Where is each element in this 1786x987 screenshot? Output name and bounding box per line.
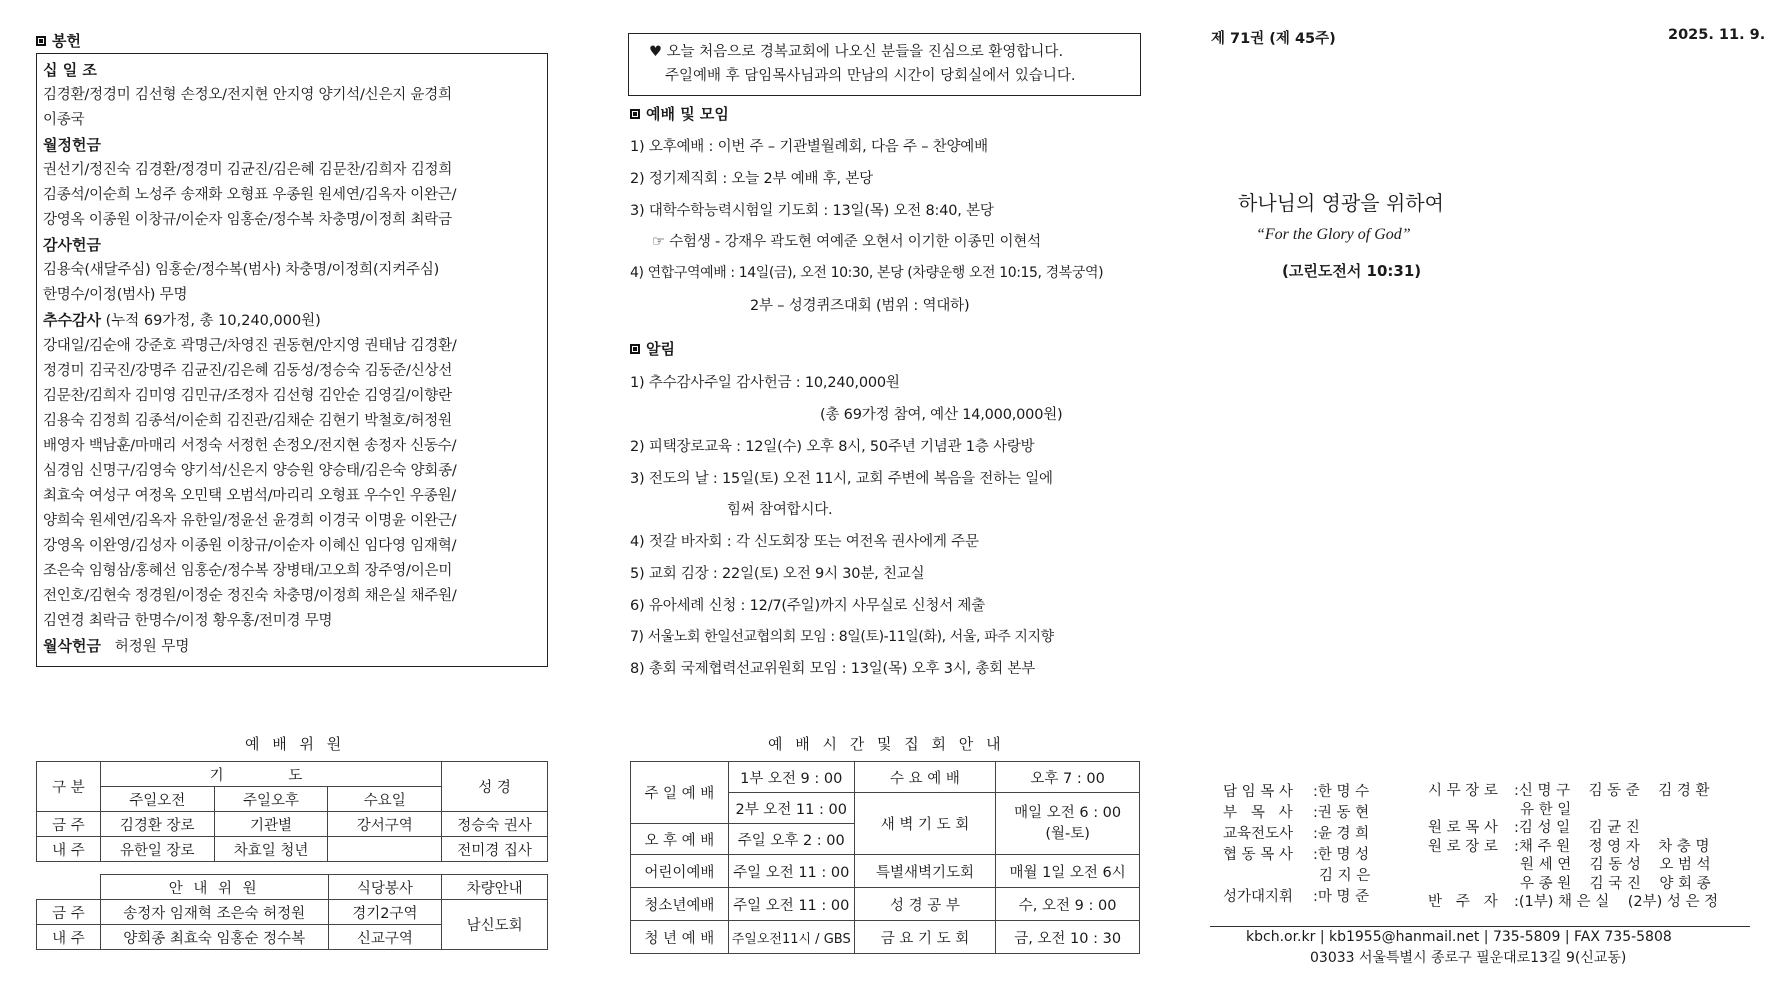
motto-reference: (고린도전서 10:31)	[1282, 262, 1422, 280]
announcement-subitem: (총 69가정 참여, 예산 14,000,000원)	[820, 407, 1063, 423]
group-title: 월삭헌금	[43, 637, 101, 655]
meeting-item: 1) 오후예배 : 이번 주 – 기관별월례회, 다음 주 – 찬양예배	[630, 139, 988, 155]
car-header: 차량안내	[442, 875, 548, 900]
staff-names: 신 명 구 김 동 준 김 경 환	[1518, 783, 1710, 799]
announcement-subitem: 힘써 참여합시다.	[727, 502, 833, 518]
staff-role: 부 목 사	[1223, 805, 1293, 821]
staff-names: 한 명 수	[1317, 784, 1370, 800]
kids-worship-label: 어린이예배	[631, 855, 729, 888]
sun-am-cell: 김경환 장로	[100, 812, 214, 837]
staff-role: 시 무 장 로	[1428, 783, 1498, 799]
sun-am-cell: 유한일 장로	[100, 837, 214, 862]
offering-group-newmonth	[43, 634, 541, 660]
bible-study-label: 성 경 공 부	[854, 888, 996, 921]
ushers-cell: 송정자 임재혁 조은숙 허정원	[100, 900, 328, 925]
name-line: 배영자 백남훈/마매리 서정숙 서정헌 손정오/전지현 송정자 신동수/	[43, 438, 457, 454]
row-label: 내 주	[37, 837, 101, 862]
staff-names: 김 성 일 김 균 진	[1518, 820, 1640, 836]
row-label: 내 주	[37, 925, 101, 950]
name-line: 김종석/이순희 노성주 송재화 오형표 우종원 원세연/김옥자 이완근/	[43, 187, 457, 203]
staff-row: 담 임 목 사 : 한 명 수	[1223, 782, 1413, 803]
name-line: 양희숙 원세연/김옥자 유한일/정윤선 윤경희 이경국 이명윤 이완근/	[43, 513, 457, 529]
staff-names: 유 한 일	[1520, 801, 1572, 818]
staff-row: 교육전도사 : 윤 경 희	[1223, 824, 1413, 845]
offering-box	[36, 53, 548, 667]
motto-english: “For the Glory of God”	[1256, 226, 1411, 243]
staff-names: 권 동 현	[1317, 805, 1370, 821]
announcement-item: 7) 서울노회 한일선교협의회 모임 : 8일(토)-11일(화), 서울, 파주 지지향	[630, 629, 1054, 645]
staff-names: 한 명 성	[1317, 847, 1370, 863]
name-line: 한명수/이정(범사) 무명	[43, 287, 188, 303]
name-line: 강영옥 이완영/김성자 이종원 이창규/이순자 이혜신 임다영 임재혁/	[43, 538, 457, 554]
staff-row	[1428, 875, 1758, 894]
car-cell: 남신도회	[442, 900, 548, 950]
staff-row: 원 로 장 로 : 채 주 원 정 영 자 차 충 명	[1428, 838, 1710, 855]
scripture-cell: 정승숙 권사	[442, 812, 548, 837]
staff-row	[1428, 856, 1758, 875]
name-line: 정경미 김국진/강명주 김균진/김은혜 김동성/정승숙 김동준/신상선	[43, 363, 453, 379]
name-line: 김문찬/김희자 김미영 김민규/조정자 김선형 김안순 김영길/이향란	[43, 388, 452, 404]
bulletin-date: 2025. 11. 9.	[1668, 27, 1766, 43]
staff-names: 김 지 은	[1319, 868, 1371, 884]
staff-names: 마 명 준	[1317, 889, 1370, 905]
name-line: 최효숙 여성구 여정옥 오민택 오범석/마리리 오형표 우수인 우종원/	[43, 488, 457, 504]
name-line: 김경환/정경미 김선형 손정오/전지현 안지영 양기석/신은지 윤경희	[43, 87, 452, 103]
announcement-item: 8) 총회 국제협력선교위원회 모임 : 13일(목) 오후 3시, 총회 본부	[630, 661, 1036, 677]
square-bullet-icon	[630, 109, 640, 119]
worship-committee-title: 예 배 위 원	[245, 735, 346, 753]
scripture-header: 성 경	[442, 762, 548, 812]
group-title: 십 일 조	[43, 61, 97, 79]
name-line: 전인호/김현숙 정경원/이정순 정진숙 차충명/이정희 채은실 채주원/	[43, 588, 457, 604]
offering-group-monthly	[43, 133, 541, 233]
staff-row: 성가대지휘 : 마 명 준	[1223, 887, 1413, 908]
dawn-prayer-label: 새 벽 기 도 회	[854, 793, 996, 855]
staff-role: 원 로 장 로	[1428, 838, 1498, 855]
meeting-subitem: 2부 – 성경퀴즈대회 (범위 : 역대하)	[750, 298, 970, 314]
usher-table	[36, 874, 548, 950]
welcome-line: ♥ 오늘 처음으로 경복교회에 나오신 분들을 진심으로 환영합니다.	[649, 44, 1064, 60]
name-line: 강대일/김순애 강준호 곽명근/차영진 권동현/안지영 권태남 김경환/	[43, 338, 457, 354]
name-line: 김용숙(새달주심) 임홍순/정수복(범사) 차충명/이정희(지켜주심)	[43, 262, 440, 278]
meal-header: 식당봉사	[328, 875, 442, 900]
address-line: 03033 서울특별시 종로구 필운대로13길 9(신교동)	[1310, 950, 1627, 966]
friday-prayer-time: 금, 오전 10 : 30	[996, 921, 1140, 954]
motto-korean: 하나님의 영광을 위하여	[1238, 191, 1444, 215]
friday-prayer-label: 금 요 기 도 회	[854, 921, 996, 954]
pm-worship-time: 주일 오후 2 : 00	[728, 824, 854, 855]
staff-role: 교육전도사	[1223, 826, 1294, 842]
announcement-item: 4) 젓갈 바자회 : 각 신도회장 또는 여전옥 권사에게 주문	[630, 534, 979, 550]
ushers-cell: 양회종 최효숙 임홍순 정수복	[100, 925, 328, 950]
staff-role	[1428, 856, 1520, 875]
name-line: 권선기/정진숙 김경환/정경미 김균진/김은혜 김문찬/김희자 김정희	[43, 162, 453, 178]
name-line: 강영옥 이종원 이창규/이순자 임홍순/정수복 차충명/이정희 최락금	[43, 212, 452, 228]
young-adult-label: 청 년 예 배	[631, 921, 729, 954]
staff-role	[1428, 801, 1520, 820]
sun-pm-cell: 기관별	[214, 812, 328, 837]
schedule-table	[630, 761, 1140, 954]
wed-cell	[328, 837, 442, 862]
special-dawn-time: 매월 1일 오전 6시	[996, 855, 1140, 888]
staff-role: 반 주 자	[1428, 894, 1498, 910]
contact-line: kbch.or.kr | kb1955@hanmail.net | 735-5809 | FAX 735-5808	[1246, 929, 1672, 945]
meal-cell: 신교구역	[328, 925, 442, 950]
staff-names: 원 세 연 김 동 성 오 범 석	[1520, 857, 1711, 873]
sun-pm-cell: 차효일 청년	[214, 837, 328, 862]
dawn-prayer-time	[996, 793, 1140, 855]
name-line: 조은숙 임형삼/홍혜선 임홍순/정수복 장병태/고오희 장주영/이은미	[43, 563, 453, 579]
offering-heading: 봉헌	[36, 30, 81, 51]
usher-corner	[37, 875, 101, 900]
name-line: 김연경 최락금 한명수/이정 황우홍/전미경 무명	[43, 613, 333, 629]
youth-worship-label: 청소년예배	[631, 888, 729, 921]
staff-right	[1428, 782, 1758, 912]
sun-pm-header: 주일오후	[214, 787, 328, 812]
staff-names: (1부) 채 은 실 (2부) 성 은 정	[1518, 894, 1719, 910]
usher-header: 안 내 위 원	[100, 875, 328, 900]
staff-role	[1223, 866, 1319, 887]
staff-row: 부 목 사 : 권 동 현	[1223, 803, 1413, 824]
staff-role: 담 임 목 사	[1223, 784, 1293, 800]
staff-row: 시 무 장 로 : 신 명 구 김 동 준 김 경 환	[1428, 783, 1710, 799]
meeting-item: 2) 정기제직회 : 오늘 2부 예배 후, 본당	[630, 171, 873, 187]
square-bullet-icon	[630, 344, 640, 354]
staff-role	[1428, 875, 1520, 894]
announcement-item: 2) 피택장로교육 : 12일(수) 오후 8시, 50주년 기념관 1층 사랑방	[630, 439, 1035, 455]
offering-group-tithe	[43, 58, 541, 133]
group-note: (누적 69가정, 총 10,240,000원)	[105, 313, 321, 329]
wed-worship-time: 오후 7 : 00	[996, 762, 1140, 793]
meeting-item: 4) 연합구역예배 : 14일(금), 오전 10:30, 본당 (차량운행 오전 10:15, 경복궁역)	[630, 265, 1104, 281]
group-title: 감사헌금	[43, 236, 101, 254]
staff-row	[1223, 866, 1413, 887]
staff-names: 채 주 원 정 영 자 차 충 명	[1518, 838, 1710, 855]
staff-names: 우 종 원 김 국 진 양 회 종	[1520, 875, 1711, 892]
sun-worship-time-1: 1부 오전 9 : 00	[728, 762, 854, 793]
meeting-subitem: ☞ 수험생 - 강재우 곽도현 여예준 오현서 이기한 이종민 이현석	[652, 234, 1041, 250]
staff-role: 원 로 목 사	[1428, 820, 1498, 836]
group-title: 월정헌금	[43, 136, 101, 154]
announcements-heading: 알림	[630, 338, 675, 359]
prayer-header: 기 도	[100, 762, 441, 787]
dawn-prayer-days: (월-토)	[1045, 825, 1090, 842]
announcement-item: 1) 추수감사주일 감사헌금 : 10,240,000원	[630, 375, 900, 391]
welcome-line: 주일예배 후 담임목사님과의 만남의 시간이 당회실에서 있습니다.	[665, 68, 1076, 84]
group-title-row	[43, 308, 541, 334]
offering-group-thanks	[43, 233, 541, 308]
youth-worship-time: 주일 오전 11 : 00	[728, 888, 854, 921]
name-line: 이종국	[43, 112, 85, 128]
group-names: 허정원 무명	[114, 639, 190, 655]
meal-cell: 경기2구역	[328, 900, 442, 925]
staff-row: 협 동 목 사 : 한 명 성	[1223, 845, 1413, 866]
name-line: 심경임 신명구/김영숙 양기석/신은지 양승원 양승태/김은숙 양회종/	[43, 463, 457, 479]
welcome-box	[628, 33, 1141, 96]
staff-row	[1428, 801, 1758, 820]
sun-worship-label: 주 일 예 배	[631, 762, 729, 824]
schedule-title: 예 배 시 간 및 집 회 안 내	[768, 735, 1005, 753]
announcement-item: 6) 유아세례 신청 : 12/7(주일)까지 사무실로 신청서 제출	[630, 598, 986, 614]
offering-group-harvest	[43, 308, 541, 634]
bible-study-time: 수, 오전 9 : 00	[996, 888, 1140, 921]
dawn-prayer-time-line: 매일 오전 6 : 00	[1014, 804, 1122, 821]
worship-meetings-heading: 예배 및 모임	[630, 103, 729, 124]
meeting-item: 3) 대학수학능력시험일 기도회 : 13일(목) 오전 8:40, 본당	[630, 203, 994, 219]
wed-cell: 강서구역	[328, 812, 442, 837]
young-adult-time: 주일오전11시 / GBS	[728, 921, 854, 954]
group-title: 추수감사	[43, 311, 101, 329]
special-dawn-label: 특별새벽기도회	[854, 855, 996, 888]
row-label: 금 주	[37, 812, 101, 837]
staff-names: 윤 경 희	[1317, 826, 1370, 842]
announcement-item: 5) 교회 김장 : 22일(토) 오전 9시 30분, 친교실	[630, 566, 925, 582]
staff-row: 원 로 목 사 : 김 성 일 김 균 진	[1428, 820, 1640, 836]
staff-role: 협 동 목 사	[1223, 847, 1293, 863]
volume-label: 제 71권 (제 45주)	[1211, 31, 1336, 47]
pm-worship-label: 오 후 예 배	[631, 824, 729, 855]
square-bullet-icon	[36, 36, 46, 46]
division-header: 구 분	[37, 762, 101, 812]
row-label: 금 주	[37, 900, 101, 925]
wed-worship-label: 수 요 예 배	[854, 762, 996, 793]
scripture-cell: 전미경 집사	[442, 837, 548, 862]
wed-header: 수요일	[328, 787, 442, 812]
name-line: 김용숙 김정희 김종석/이순희 김진관/김채순 김현기 박철호/허정원	[43, 413, 452, 429]
sun-am-header: 주일오전	[100, 787, 214, 812]
announcement-item: 3) 전도의 날 : 15일(토) 오전 11시, 교회 주변에 복음을 전하는 일에	[630, 471, 1053, 487]
staff-role: 성가대지휘	[1223, 889, 1294, 905]
sun-worship-time-2: 2부 오전 11 : 00	[728, 793, 854, 824]
staff-left	[1223, 782, 1413, 908]
footer-divider	[1210, 926, 1750, 927]
staff-row: 반 주 자 : (1부) 채 은 실 (2부) 성 은 정	[1428, 894, 1719, 910]
worship-committee-table	[36, 761, 548, 862]
kids-worship-time: 주일 오전 11 : 00	[728, 855, 854, 888]
